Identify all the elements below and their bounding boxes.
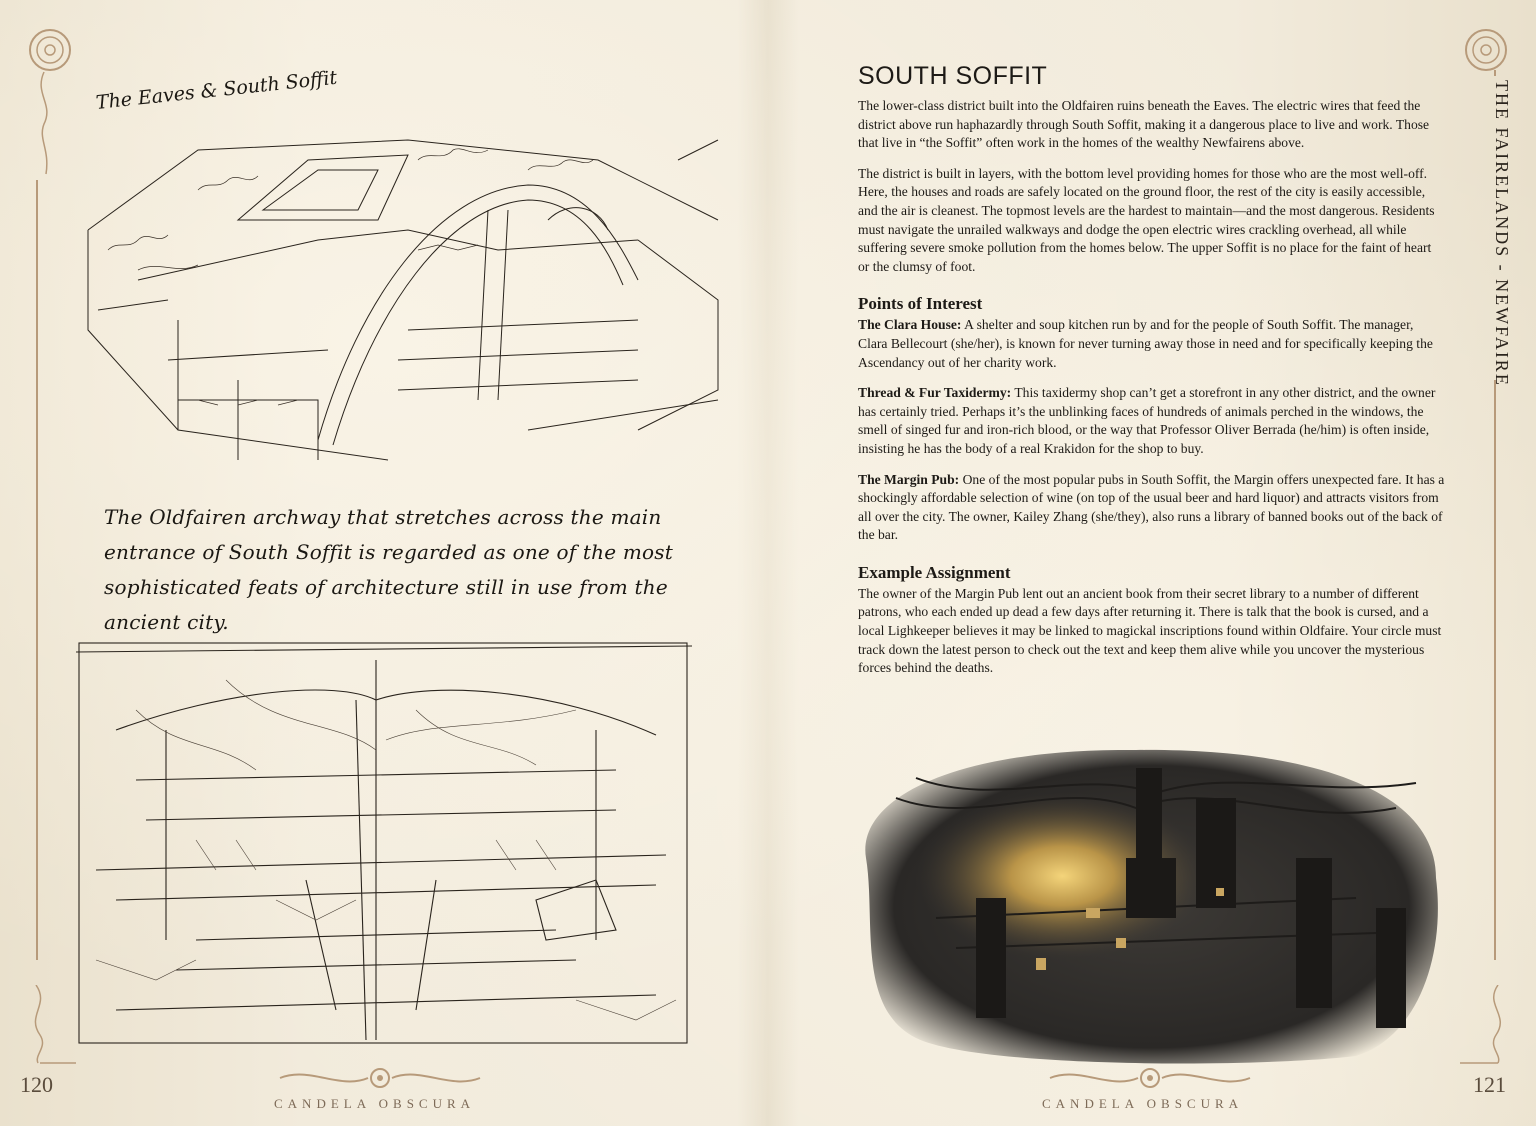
point-text: One of the most popular pubs in South Soffit, the Margin offers unexpected fare. It has a shockingly affordable selection of wine (on top of the usual beer and hard liquor) and attracts visitors from all over the city. The owner, Kailey Zhang (she/they), also runs a library of banned books out of the back of the bar. — [858, 471, 1445, 543]
left-margin-rule — [36, 180, 38, 960]
article — [858, 62, 1446, 690]
points-heading: Points of Interest — [858, 294, 983, 314]
footer-brand-left: CANDELA OBSCURA — [274, 1096, 476, 1111]
right-margin-rule — [1494, 380, 1496, 960]
interior-sketch — [76, 640, 692, 1050]
corner-ornament-top-right — [1452, 14, 1522, 84]
corner-ornament-top-left — [14, 14, 84, 184]
intro-paragraph: The district is built in layers, with the bottom level providing homes for those who are the most well-off. Here, the houses and roads are safely located on the ground floor, the rest of the city is easily accessible, and the air is cleanest. The topmost levels are the hardest to maintain—and the most dangerous. Residents must navigate the unrailed walkways and dodge the open electric wires crackling overhead, all while suffering severe smoke pollution from the homes below. The upper Soffit is no place for the faint of heart or the clumsy of foot. — [858, 165, 1435, 274]
right-margin-rule-top — [1494, 70, 1496, 76]
footer-brand-right: CANDELA OBSCURA — [1042, 1096, 1244, 1111]
assignment-heading: Example Assignment — [858, 562, 1011, 582]
page-number-right: 121 — [1473, 1072, 1506, 1097]
running-head: THE FAIRELANDS - NEWFAIRE — [1492, 80, 1512, 387]
intro-paragraph: The lower-class district built into the Oldfairen ruins beneath the Eaves. The electric wires that feed the district above run haphazardly through South Soffit, making it a dangerous place to live and work. Those that live in “the Soffit” often work in the homes of the wealthy Newfairens above. — [858, 98, 1430, 151]
sketch-label: The Eaves & South Soffit — [94, 66, 339, 114]
section-title: SOUTH SOFFIT — [858, 62, 1048, 90]
footer-ornament-right — [1040, 1064, 1260, 1092]
assignment-paragraph: The owner of the Margin Pub lent out an ancient book from their secret library to a number of different patrons, who each ended up dead a few days after returning it. There is talk that the book is cursed, and a local Lighkeeper believes it may be linked to magickal inscriptions found within Oldfaire. Your circle must track down the latest person to check out the text and keep them alive while you uncover the mysterious forces behind the deaths. — [858, 585, 1442, 676]
footer-ornament-left — [270, 1064, 490, 1092]
eaves-sketch — [78, 100, 728, 480]
point-name: The Margin Pub: — [858, 471, 960, 487]
point-thread-fur — [858, 384, 1446, 458]
corner-ornament-bottom-right — [1450, 985, 1520, 1065]
south-soffit-painting — [836, 738, 1448, 1064]
sketch-caption: The Oldfairen archway that stretches across the main entrance of South Soffit is regarded as one of the most sophisticated feats of architecture still in use from the ancient city. — [104, 505, 673, 634]
right-page — [768, 0, 1536, 1126]
point-clara-house — [858, 316, 1446, 372]
point-text: This taxidermy shop can’t get a storefront in any other district, and the owner has certainly tried. Perhaps it’s the unblinking faces of hundreds of animals perched in the windows, the smell of singed fur and iron-rich blood, or the way that Professor Oliver Berrada (he/him) is often inside, insisting he has the body of a real Krakidon for the shop to buy. — [858, 385, 1436, 456]
point-text: A shelter and soup kitchen run by and for the people of South Soffit. The manager, Clara Bellecourt (she/her), is known for never turning away those in need and for specifically keeping the Ascendancy out of her charity work. — [858, 317, 1433, 370]
page-number-left: 120 — [20, 1072, 53, 1097]
point-name: The Clara House: — [858, 317, 962, 333]
point-margin-pub — [858, 471, 1446, 545]
point-name: Thread & Fur Taxidermy: — [858, 385, 1012, 401]
